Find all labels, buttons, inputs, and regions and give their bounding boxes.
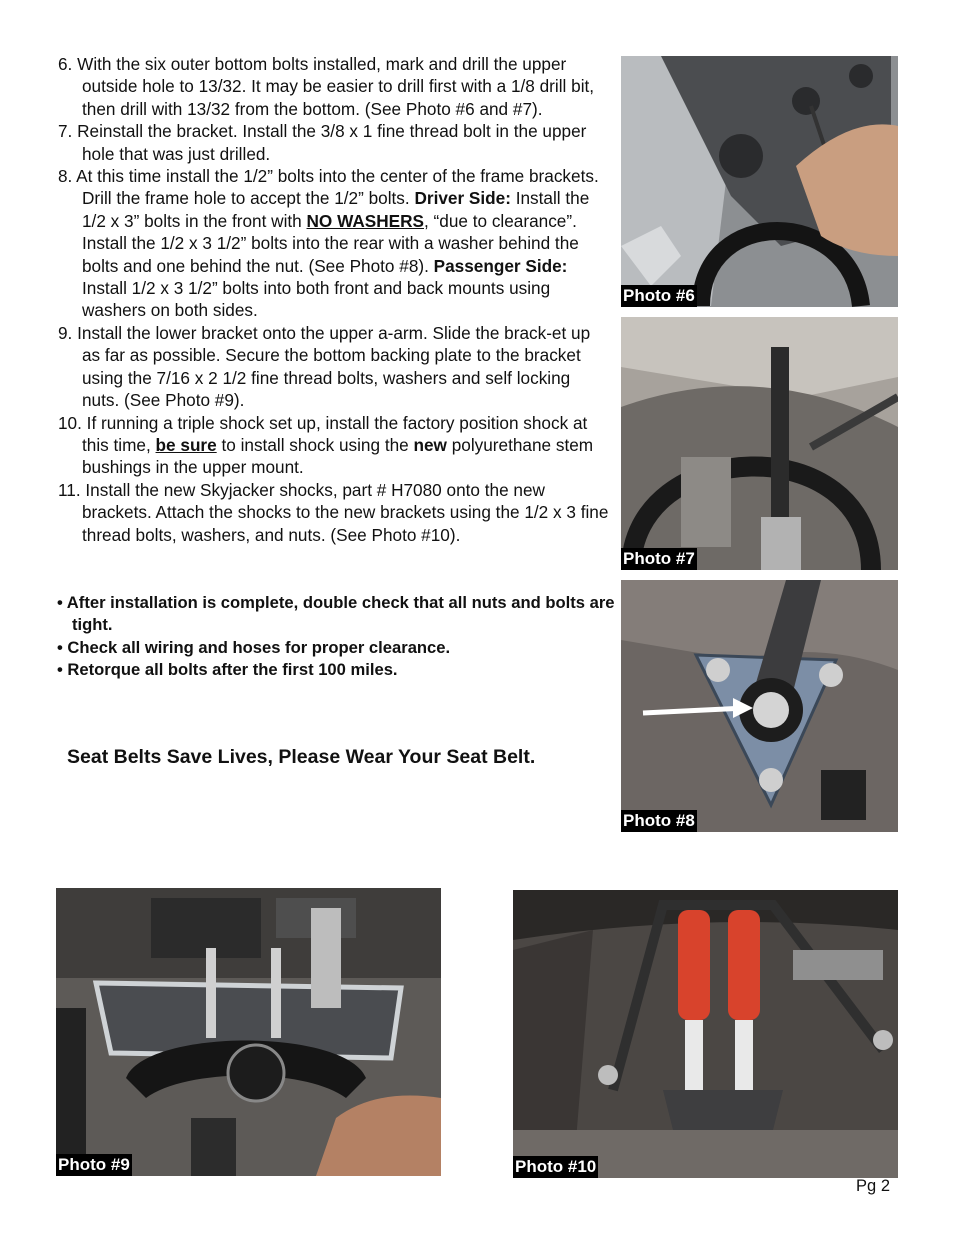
photo-6-caption: Photo #6 [623, 286, 695, 305]
photo-7 [621, 317, 898, 570]
photo-9 [56, 888, 441, 1176]
step-6: 6. With the six outer bottom bolts installed, mark and drill the upper outside hole to 13/32. It may be easier to drill first with a 1/8 drill bit, then drill with 13/32 from the bottom. (See Photo #6 and #7). [58, 54, 595, 119]
seat-belt-slogan: Seat Belts Save Lives, Please Wear Your Seat Belt. [67, 746, 536, 768]
note-tighten: • After installation is complete, double check that all nuts and bolts are tight. [57, 593, 615, 635]
step-8: 8. At this time install the 1/2” bolts into the center of the frame brackets. Drill the frame hole to accept the 1/2” bolts. Driver Side: Install the 1/2 x 3” bolts in the front with NO WASHERS, “due to clearance”. Install the 1/2 x 3 1/2” bolts into the rear with a washer behind the bolts and one behind the nut. (See Photo #8). Passenger Side: Install 1/2 x 3 1/2” bolts into both front and back mounts using washers on both sides. [58, 166, 599, 321]
photo-8 [621, 580, 898, 832]
step-9: 9. Install the lower bracket onto the upper a-arm. Slide the brack-et up as far as possible. Secure the bottom backing plate to the bracket using the 7/16 x 2 1/2 fine thread bolts, washers and self locking nuts. (See Photo #9). [58, 322, 591, 411]
photo-6 [621, 56, 898, 307]
photo-8-caption: Photo #8 [623, 811, 695, 830]
step-11: 11. Install the new Skyjacker shocks, part # H7080 onto the new brackets. Attach the shocks to the new brackets using the 1/2 x 3 fine thread bolts, washers, and nuts. (See Photo #10). [58, 479, 609, 545]
step-10: 10. If running a triple shock set up, install the factory position shock at this time, be sure to install shock using the new polyurethane stem bushings in the upper mount. [58, 412, 594, 478]
photo-10-image [513, 890, 898, 1178]
note-wiring: • Check all wiring and hoses for proper clearance. [57, 637, 451, 657]
photo-8-image [621, 580, 898, 832]
photo-7-image [621, 317, 898, 570]
photo-9-image [56, 888, 441, 1176]
photo-10 [513, 890, 898, 1178]
photo-7-caption: Photo #7 [623, 549, 695, 568]
final-checks [57, 592, 617, 681]
note-retorque: • Retorque all bolts after the first 100 miles. [57, 659, 398, 679]
photo-9-caption: Photo #9 [58, 1155, 130, 1174]
installation-steps [58, 53, 610, 546]
page-number: Pg 2 [856, 1177, 890, 1195]
photo-6-image [621, 56, 898, 307]
photo-10-caption: Photo #10 [515, 1157, 597, 1176]
step-7: 7. Reinstall the bracket. Install the 3/8 x 1 fine thread bolt in the upper hole that was just drilled. [58, 121, 587, 164]
